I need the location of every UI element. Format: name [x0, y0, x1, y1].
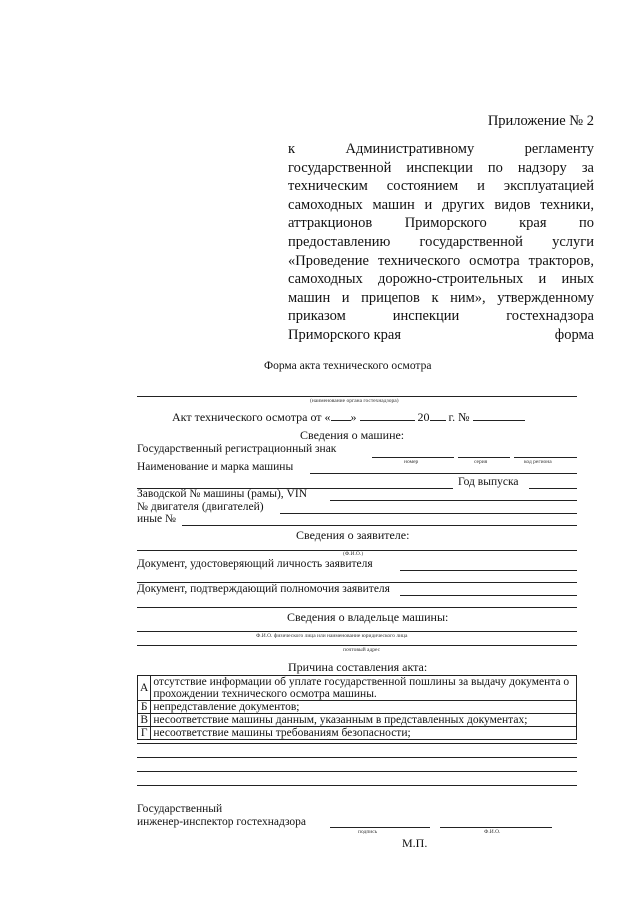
reason-row[interactable]	[138, 714, 577, 727]
owner-address-caption: почтовый адрес	[343, 647, 381, 653]
ref-line-6: предоставлению государственной услуги	[288, 233, 594, 250]
reason-row[interactable]	[138, 727, 577, 740]
reg-number-line[interactable]	[372, 457, 454, 458]
appendix-title: Приложение № 2	[487, 113, 594, 129]
id-doc-line[interactable]	[400, 570, 577, 571]
applicant-section-title: Сведения о заявителе:	[296, 528, 410, 542]
reason-text: отсутствие информации об уплате государственной пошлины за выдачу документа о прохождении технического осмотра машины.	[151, 676, 577, 701]
act-day-blank[interactable]	[331, 410, 351, 421]
reason-letter: А	[138, 676, 151, 701]
signer-title-line-1: Государственный	[137, 803, 223, 815]
reason-letter: Б	[138, 701, 151, 714]
note-line[interactable]	[137, 743, 577, 744]
reason-text: непредставление документов;	[151, 701, 577, 714]
ref-line-1: к Административному регламенту	[288, 141, 594, 157]
signer-title-line-2: инженер-инспектор гостехнадзора	[137, 816, 307, 828]
act-line	[172, 410, 525, 425]
engine-label: № двигателя (двигателей)	[137, 501, 264, 513]
owner-section-title: Сведения о владельце машины:	[287, 610, 449, 624]
ref-line-10: приказом инспекции гостехнадзора	[288, 308, 594, 325]
note-line[interactable]	[137, 757, 577, 758]
signer-fio-line[interactable]	[440, 827, 552, 828]
ref-line-9: машин и прицепов к ним», утвержденному	[288, 289, 594, 306]
ref-line-11: Приморского края	[288, 326, 402, 343]
reasons-table	[137, 675, 577, 740]
owner-name-line[interactable]	[137, 631, 577, 632]
authority-caption: (наименование органа гостехнадзора)	[310, 398, 399, 404]
owner-name-caption: Ф.И.О. физического лица или наименование юридического лица	[256, 633, 408, 639]
authority-doc-label: Документ, подтверждающий полномочия заявителя	[137, 583, 390, 595]
signature-line[interactable]	[330, 827, 430, 828]
ref-line-5: аттракционов Приморского края по	[288, 215, 594, 232]
vin-line[interactable]	[330, 500, 577, 501]
vin-label: Заводской № машины (рамы), VIN	[137, 488, 307, 500]
note-line[interactable]	[137, 771, 577, 772]
act-prefix: Акт технического осмотра от «	[172, 410, 331, 424]
ref-line-3: техническим состоянием и эксплуатацией	[288, 178, 594, 195]
reg-series-line[interactable]	[458, 457, 510, 458]
stamp-label: М.П.	[402, 836, 428, 850]
reg-sign-label: Государственный регистрационный знак	[137, 443, 337, 455]
reason-section-title: Причина составления акта:	[288, 660, 428, 674]
act-year: 20	[417, 410, 430, 424]
owner-address-line[interactable]	[137, 645, 577, 646]
machine-section-title: Сведения о машине:	[300, 428, 405, 442]
signer-fio-caption: Ф.И.О.	[484, 829, 501, 835]
authority-doc-line[interactable]	[400, 595, 577, 596]
appendix-reference	[288, 140, 594, 345]
signature-caption: подпись	[358, 829, 378, 835]
machine-name-line[interactable]	[310, 473, 577, 474]
reg-caption-number: номер	[404, 459, 419, 465]
reason-letter: В	[138, 714, 151, 727]
note-line[interactable]	[137, 785, 577, 786]
ref-line-4: самоходных машин и других видов техники,	[288, 196, 594, 213]
reason-letter: Г	[138, 727, 151, 740]
engine-line[interactable]	[280, 513, 577, 514]
year-line[interactable]	[529, 488, 577, 489]
form-title: Форма акта технического осмотра	[264, 360, 432, 372]
act-month-blank[interactable]	[360, 410, 415, 421]
applicant-fio-caption: (Ф.И.О.)	[343, 551, 364, 557]
reason-text: несоответствие машины требованиям безопасности;	[151, 727, 577, 740]
reg-caption-region: код региона	[524, 459, 552, 465]
forma-label: форма	[554, 327, 594, 343]
reg-region-line[interactable]	[514, 457, 577, 458]
id-doc-label: Документ, удостоверяющий личность заявителя	[137, 558, 373, 570]
act-year-blank[interactable]	[430, 410, 446, 421]
ref-line-2: государственной инспекции по надзору за	[288, 159, 594, 176]
authority-line	[137, 396, 577, 397]
act-suffix: г. №	[448, 410, 470, 424]
ref-line-8: самоходных дорожно-строительных и иных	[288, 271, 594, 288]
reason-row[interactable]	[138, 701, 577, 714]
machine-name-label: Наименование и марка машины	[137, 461, 294, 473]
act-mid: »	[350, 410, 357, 424]
reg-caption-series: серия	[474, 459, 488, 465]
other-numbers-line[interactable]	[182, 525, 577, 526]
ref-line-7: «Проведение технического осмотра тракторов,	[288, 252, 594, 269]
year-label: Год выпуска	[458, 476, 519, 488]
reason-text: несоответствие машины данным, указанным в представленных документах;	[151, 714, 577, 727]
reason-row[interactable]	[138, 676, 577, 701]
authority-doc-line-2[interactable]	[137, 607, 577, 608]
other-numbers-label: иные №	[137, 513, 176, 525]
act-number-blank[interactable]	[473, 410, 525, 421]
